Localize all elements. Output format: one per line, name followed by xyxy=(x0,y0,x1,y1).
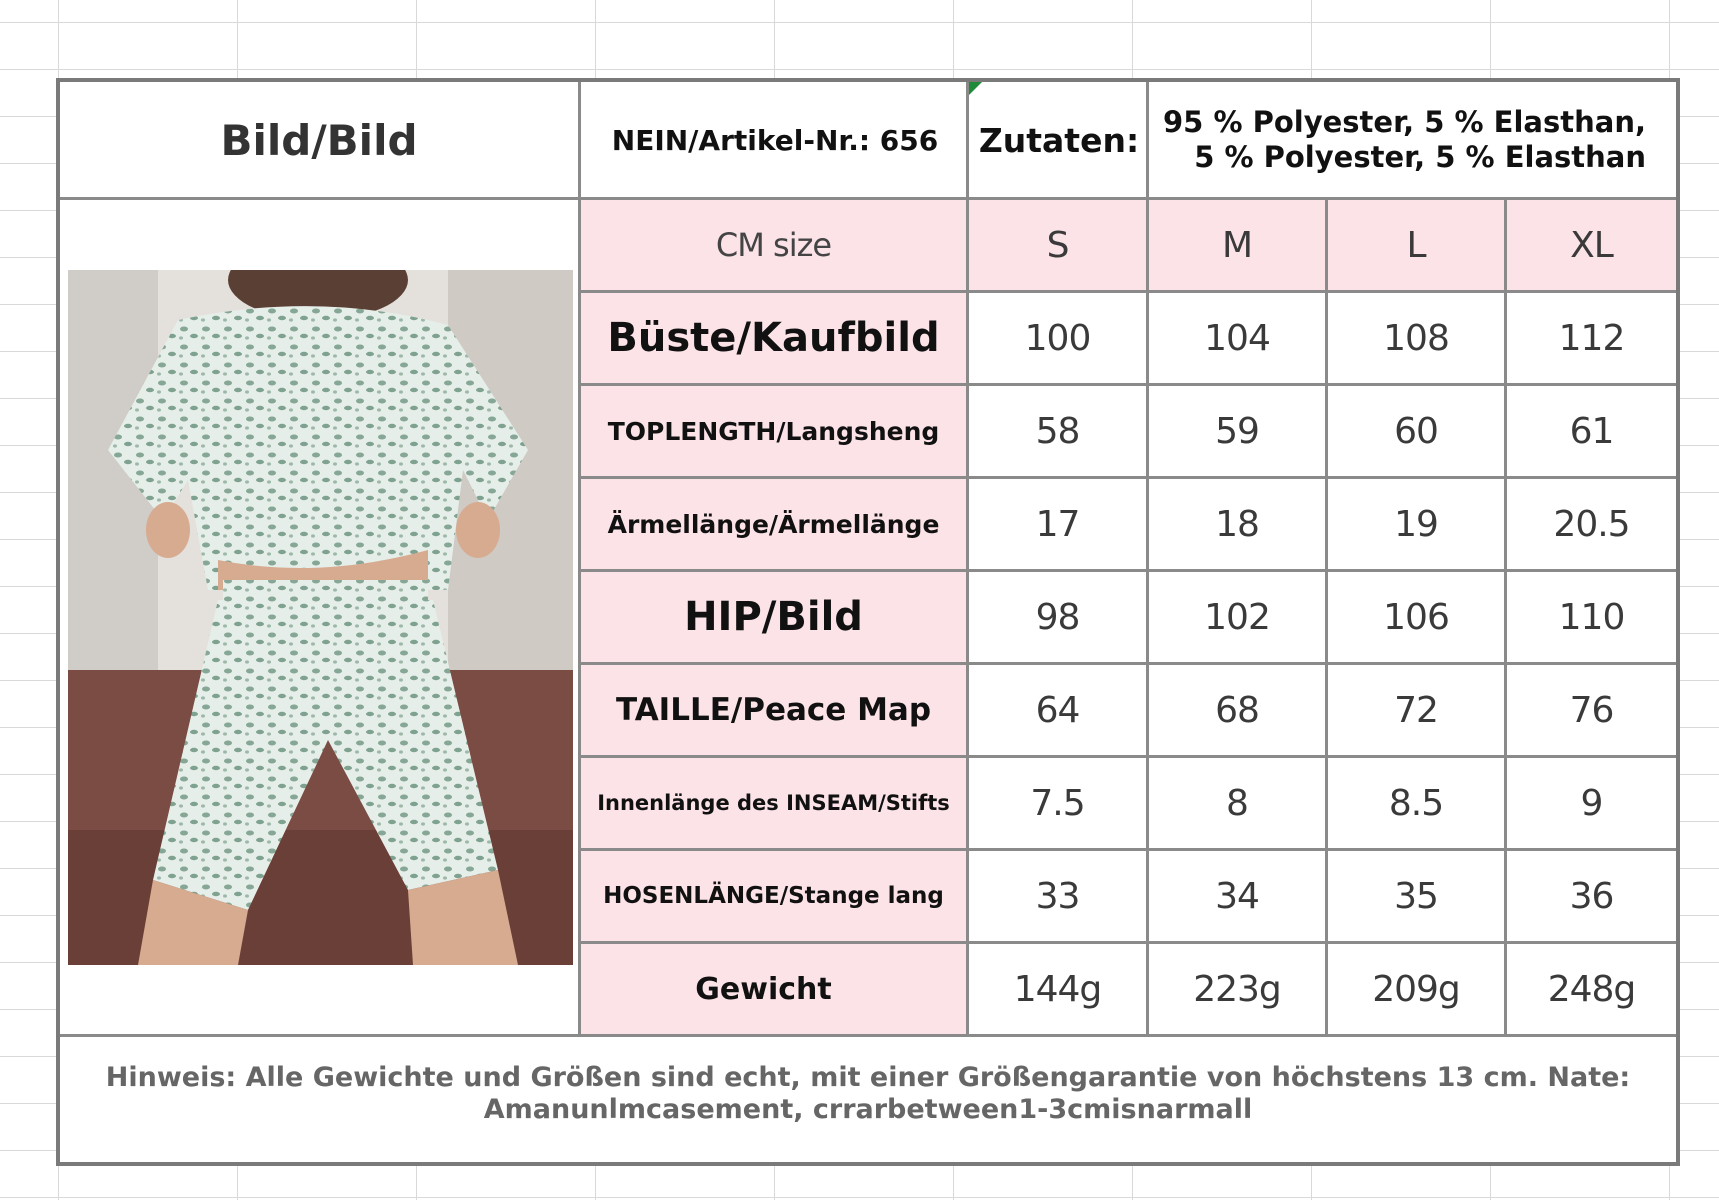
size-header-s: S xyxy=(969,200,1146,290)
table-cell: 76 xyxy=(1569,689,1614,731)
row-label-hip: HIP/Bild xyxy=(581,572,966,662)
table-cell: 20.5 xyxy=(1553,503,1630,545)
table-cell: 8 xyxy=(1226,782,1248,824)
ingredients-label: Zutaten: xyxy=(978,120,1140,160)
product-photo-icon xyxy=(68,270,573,965)
table-cell: 100 xyxy=(1024,317,1091,359)
size-header-m: M xyxy=(1149,200,1325,290)
row-label-weight: Gewicht xyxy=(581,944,966,1034)
table-cell: 223g xyxy=(1193,968,1281,1010)
row-label-waist: TAILLE/Peace Map xyxy=(581,665,966,755)
table-cell: 58 xyxy=(1035,410,1080,452)
table-cell: 9 xyxy=(1580,782,1603,824)
table-cell: 64 xyxy=(1035,689,1080,731)
ingredients-line-1: 95 % Polyester, 5 % Elasthan, xyxy=(1163,105,1646,139)
table-cell: 60 xyxy=(1394,410,1438,452)
corner-label: CM size xyxy=(581,200,966,290)
table-cell: 8.5 xyxy=(1388,782,1444,824)
footer-note xyxy=(60,1034,1676,1154)
product-photo xyxy=(68,270,573,965)
row-label-inseam: Innenlänge des INSEAM/Stifts xyxy=(581,758,966,848)
article-number: NEIN/Artikel-Nr.: 656 xyxy=(611,123,939,157)
table-cell: 248g xyxy=(1547,968,1636,1010)
table-cell: 34 xyxy=(1215,875,1259,917)
table-cell: 17 xyxy=(1035,503,1080,545)
ingredients-text xyxy=(1149,82,1676,198)
table-cell: 108 xyxy=(1383,317,1449,359)
table-cell: 59 xyxy=(1215,410,1259,452)
table-cell: 18 xyxy=(1215,503,1259,545)
table-cell: 35 xyxy=(1394,875,1438,917)
row-label-trouser-length: HOSENLÄNGE/Stange lang xyxy=(581,851,966,941)
table-cell: 7.5 xyxy=(1030,782,1085,824)
table-cell: 110 xyxy=(1558,596,1625,638)
footer-note-line-1: Hinweis: Alle Gewichte und Größen sind echt, mit einer Größengarantie von höchstens 13 cm. Nate: xyxy=(105,1062,1631,1093)
footer-note-line-2: Amanunlmcasement, crrarbetween1-3cmisnarmall xyxy=(483,1094,1253,1125)
table-cell: 33 xyxy=(1035,875,1080,917)
row-label-top-length: TOPLENGTH/Langsheng xyxy=(581,386,966,476)
table-cell: 68 xyxy=(1215,689,1259,731)
table-cell: 36 xyxy=(1569,875,1614,917)
size-header-l: L xyxy=(1328,200,1504,290)
table-cell: 104 xyxy=(1204,317,1270,359)
row-label-sleeve-length: Ärmellänge/Ärmellänge xyxy=(581,479,966,569)
table-cell: 209g xyxy=(1372,968,1460,1010)
row-label-bust: Büste/Kaufbild xyxy=(581,293,966,383)
picture-label: Bild/Bild xyxy=(220,115,418,165)
table-cell: 61 xyxy=(1569,410,1614,452)
table-cell: 106 xyxy=(1383,596,1449,638)
table-cell: 144g xyxy=(1013,968,1102,1010)
size-header-xl: XL xyxy=(1507,200,1676,290)
table-cell: 98 xyxy=(1035,596,1080,638)
table-cell: 72 xyxy=(1394,689,1438,731)
table-cell: 19 xyxy=(1394,503,1438,545)
ingredients-line-2: 5 % Polyester, 5 % Elasthan xyxy=(1194,140,1646,174)
size-chart-sheet xyxy=(56,78,1680,1166)
table-cell: 112 xyxy=(1558,317,1625,359)
table-cell: 102 xyxy=(1204,596,1270,638)
